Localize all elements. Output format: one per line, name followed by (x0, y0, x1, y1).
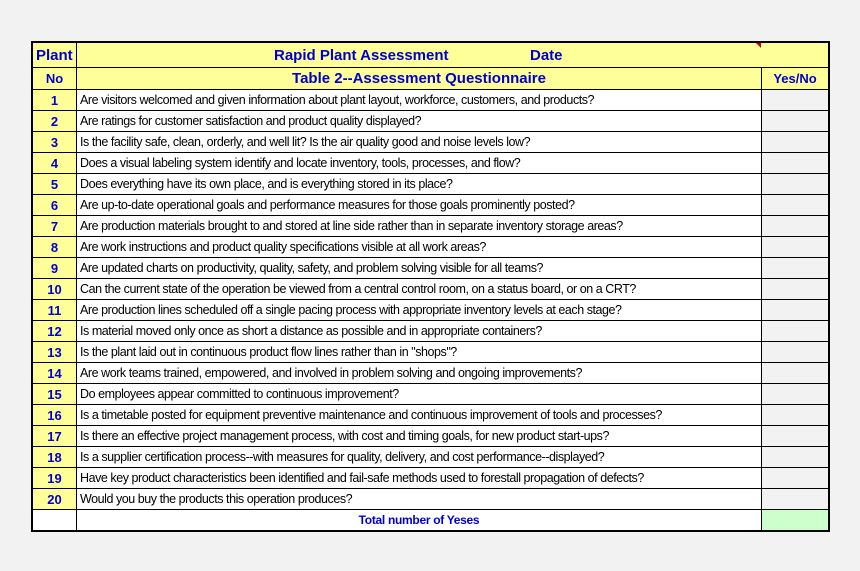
question-number: 15 (33, 384, 77, 405)
question-text: Have key product characteristics been identified and fail-safe methods used to forestall propagation of defects? (77, 468, 762, 489)
yes-no-answer-cell[interactable] (762, 405, 829, 426)
table-row (33, 447, 829, 468)
table-row (33, 111, 829, 132)
total-yeses-cell[interactable] (762, 510, 829, 531)
table-row (33, 300, 829, 321)
yes-no-answer-cell[interactable] (762, 216, 829, 237)
question-number: 12 (33, 321, 77, 342)
yes-no-answer-cell[interactable] (762, 237, 829, 258)
question-text: Does everything have its own place, and is everything stored in its place? (77, 174, 762, 195)
subheader-row (33, 68, 829, 90)
question-text: Does a visual labeling system identify and locate inventory, tools, processes, and flow? (77, 153, 762, 174)
table-row (33, 237, 829, 258)
table-row (33, 216, 829, 237)
question-number: 10 (33, 279, 77, 300)
question-text: Do employees appear committed to continuous improvement? (77, 384, 762, 405)
yes-no-answer-cell[interactable] (762, 363, 829, 384)
total-blank-cell (33, 510, 77, 531)
yes-no-answer-cell[interactable] (762, 447, 829, 468)
question-text: Is a supplier certification process--with measures for quality, delivery, and cost performance--displayed? (77, 447, 762, 468)
question-text: Are production lines scheduled off a single pacing process with appropriate inventory levels at each stage? (77, 300, 762, 321)
yes-no-answer-cell[interactable] (762, 132, 829, 153)
question-text: Are work teams trained, empowered, and involved in problem solving and ongoing improvements? (77, 363, 762, 384)
question-text: Are production materials brought to and stored at line side rather than in separate inventory storage areas? (77, 216, 762, 237)
question-number: 9 (33, 258, 77, 279)
yes-no-answer-cell[interactable] (762, 258, 829, 279)
total-label: Total number of Yeses (77, 510, 762, 531)
question-text: Is a timetable posted for equipment preventive maintenance and continuous improvement of tools and processes? (77, 405, 762, 426)
table-row (33, 426, 829, 447)
table-row (33, 90, 829, 111)
assessment-sheet (31, 41, 830, 532)
yes-no-answer-cell[interactable] (762, 195, 829, 216)
table-row (33, 384, 829, 405)
question-number: 1 (33, 90, 77, 111)
table-row (33, 468, 829, 489)
question-number: 17 (33, 426, 77, 447)
yes-no-answer-cell[interactable] (762, 489, 829, 510)
table-row (33, 363, 829, 384)
question-number: 2 (33, 111, 77, 132)
yes-no-answer-cell[interactable] (762, 468, 829, 489)
question-text: Are work instructions and product quality specifications visible at all work areas? (77, 237, 762, 258)
question-number: 20 (33, 489, 77, 510)
yes-no-answer-cell[interactable] (762, 384, 829, 405)
question-number: 7 (33, 216, 77, 237)
question-text: Are visitors welcomed and given information about plant layout, workforce, customers, and products? (77, 90, 762, 111)
table-row (33, 405, 829, 426)
question-text: Are ratings for customer satisfaction and product quality displayed? (77, 111, 762, 132)
question-text: Are updated charts on productivity, quality, safety, and problem solving visible for all teams? (77, 258, 762, 279)
yes-no-answer-cell[interactable] (762, 342, 829, 363)
plant-label: Plant (33, 43, 77, 68)
yes-no-answer-cell[interactable] (762, 111, 829, 132)
no-column-header: No (33, 68, 77, 90)
table-row (33, 174, 829, 195)
table-row (33, 342, 829, 363)
yes-no-answer-cell[interactable] (762, 174, 829, 195)
question-text: Is the facility safe, clean, orderly, and well lit? Is the air quality good and noise levels low? (77, 132, 762, 153)
table-row (33, 279, 829, 300)
question-text: Would you buy the products this operation produces? (77, 489, 762, 510)
question-number: 16 (33, 405, 77, 426)
question-number: 8 (33, 237, 77, 258)
table-row (33, 258, 829, 279)
question-text: Are up-to-date operational goals and performance measures for those goals prominently posted? (77, 195, 762, 216)
table-row (33, 321, 829, 342)
table-row (33, 195, 829, 216)
total-row (33, 510, 829, 531)
yes-no-answer-cell[interactable] (762, 279, 829, 300)
question-text: Can the current state of the operation be viewed from a central control room, on a status board, or on a CRT? (77, 279, 762, 300)
question-number: 4 (33, 153, 77, 174)
header-title-cell (77, 43, 829, 68)
question-number: 14 (33, 363, 77, 384)
assessment-table (32, 42, 829, 531)
question-number: 5 (33, 174, 77, 195)
question-text: Is the plant laid out in continuous product flow lines rather than in "shops"? (77, 342, 762, 363)
question-text: Is material moved only once as short a distance as possible and in appropriate containers? (77, 321, 762, 342)
question-number: 3 (33, 132, 77, 153)
question-text: Is there an effective project management process, with cost and timing goals, for new product start-ups? (77, 426, 762, 447)
header-row (33, 43, 829, 68)
table-row (33, 132, 829, 153)
yes-no-answer-cell[interactable] (762, 153, 829, 174)
comment-indicator-icon (756, 43, 761, 48)
question-number: 6 (33, 195, 77, 216)
sheet-title: Rapid Plant Assessment (274, 47, 449, 64)
date-label: Date (530, 47, 563, 64)
table-row (33, 153, 829, 174)
table-title: Table 2--Assessment Questionnaire (77, 68, 762, 90)
yes-no-answer-cell[interactable] (762, 300, 829, 321)
yes-no-column-header: Yes/No (762, 68, 829, 90)
question-number: 13 (33, 342, 77, 363)
table-row (33, 489, 829, 510)
yes-no-answer-cell[interactable] (762, 90, 829, 111)
question-number: 19 (33, 468, 77, 489)
yes-no-answer-cell[interactable] (762, 426, 829, 447)
question-number: 11 (33, 300, 77, 321)
yes-no-answer-cell[interactable] (762, 321, 829, 342)
question-number: 18 (33, 447, 77, 468)
